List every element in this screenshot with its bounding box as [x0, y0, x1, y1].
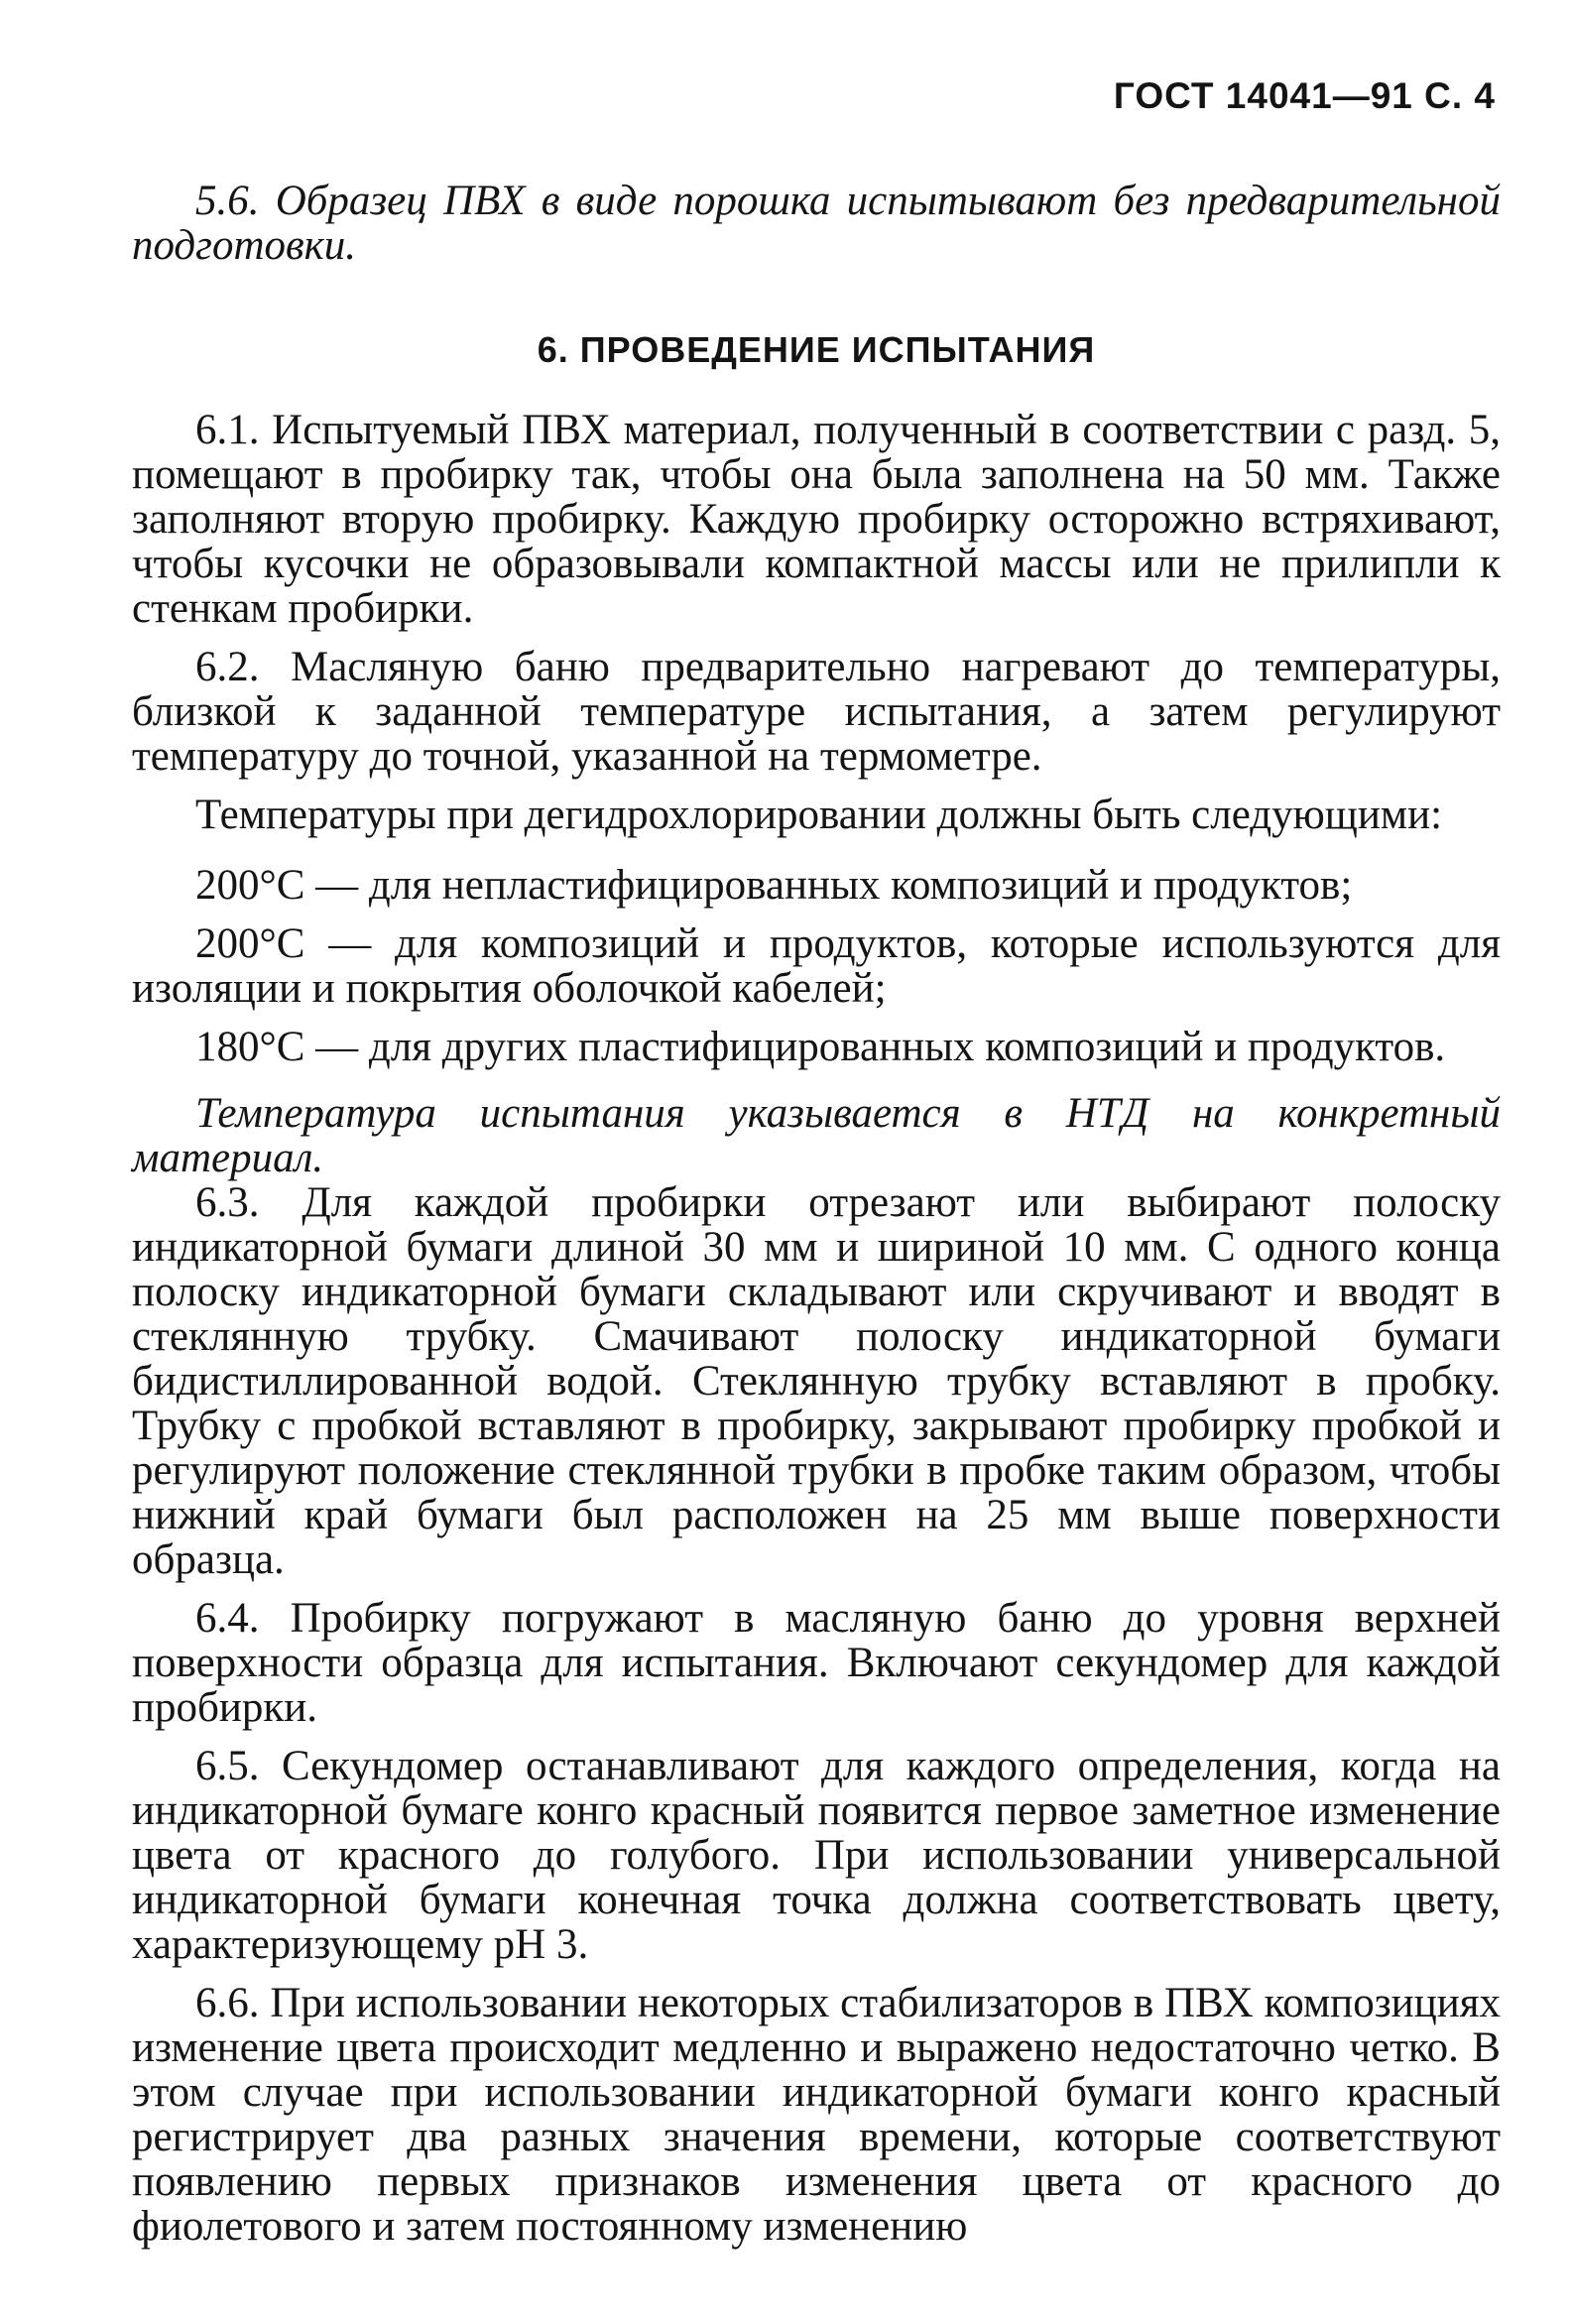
paragraph-6-5: 6.5. Секундомер останавливают для каждого определения, когда на индикаторной бумаге конго красный появится первое заметное изменение цвета от красного до голубого. При использовании универсальной индикаторной бумаги конечная точка должна соответствовать цвету, характеризующему рН 3. [132, 1743, 1501, 1968]
temperature-note: Температура испытания указывается в НТД на конкретный материал. [132, 1090, 1501, 1181]
paragraph-6-2-temperatures-intro: Температуры при дегидрохлорировании должны быть следующими: [195, 792, 1443, 838]
document-body [132, 179, 1501, 2249]
page-header-standard-ref: ГОСТ 14041—91 С. 4 [1113, 75, 1496, 116]
temperature-item-1: 200°С — для непластифицированных композиций и продуктов; [195, 862, 1353, 909]
paragraph-5-6: 5.6. Образец ПВХ в виде порошка испытывают без предварительной подготовки. [132, 178, 1501, 269]
paragraph-6-2: 6.2. Масляную баню предварительно нагревают до температуры, близкой к заданной температуре испытания, а затем регулируют температуру до точной, указанной на термометре. [132, 644, 1501, 780]
temperature-item-3: 180°С — для других пластифицированных композиций и продуктов. [195, 1024, 1446, 1070]
temperature-item-2: 200°С — для композиций и продуктов, которые используются для изоляции и покрытия оболочкой кабелей; [132, 920, 1501, 1012]
paragraph-6-6: 6.6. При использовании некоторых стабилизаторов в ПВХ композициях изменение цвета происходит медленно и выражено недостаточно четко. В этом случае при использовании индикаторной бумаги конго красный регистрирует два разных значения времени, которые соответствуют появлению первых признаков изменения цвета от красного до фиолетового и затем постоянному изменению [132, 1980, 1501, 2250]
section-heading-6: 6. ПРОВЕДЕНИЕ ИСПЫТАНИЯ [537, 329, 1096, 370]
paragraph-6-4: 6.4. Пробирку погружают в масляную баню до уровня верхней поверхности образца для испытания. Включают секундомер для каждой пробирки. [132, 1595, 1501, 1731]
paragraph-6-3: 6.3. Для каждой пробирки отрезают или выбирают полоску индикаторной бумаги длиной 30 мм и шириной 10 мм. С одного конца полоску индикаторной бумаги складывают или скручивают и вводят в стеклянную трубку. Смачивают полоску индикаторной бумаги бидистиллированной водой. Стеклянную трубку вставляют в пробку. Трубку с пробкой вставляют в пробирку, закрывают пробирку пробкой и регулируют положение стеклянной трубки в пробке таким образом, чтобы нижний край бумаги был расположен на 25 мм выше поверхности образца. [132, 1179, 1501, 1583]
paragraph-6-1: 6.1. Испытуемый ПВХ материал, полученный в соответствии с разд. 5, помещают в пробирку так, чтобы она была заполнена на 50 мм. Также заполняют вторую пробирку. Каждую пробирку осторожно встряхивают, чтобы кусочки не образовывали компактной массы или не прилипли к стенкам пробирки. [132, 407, 1501, 632]
